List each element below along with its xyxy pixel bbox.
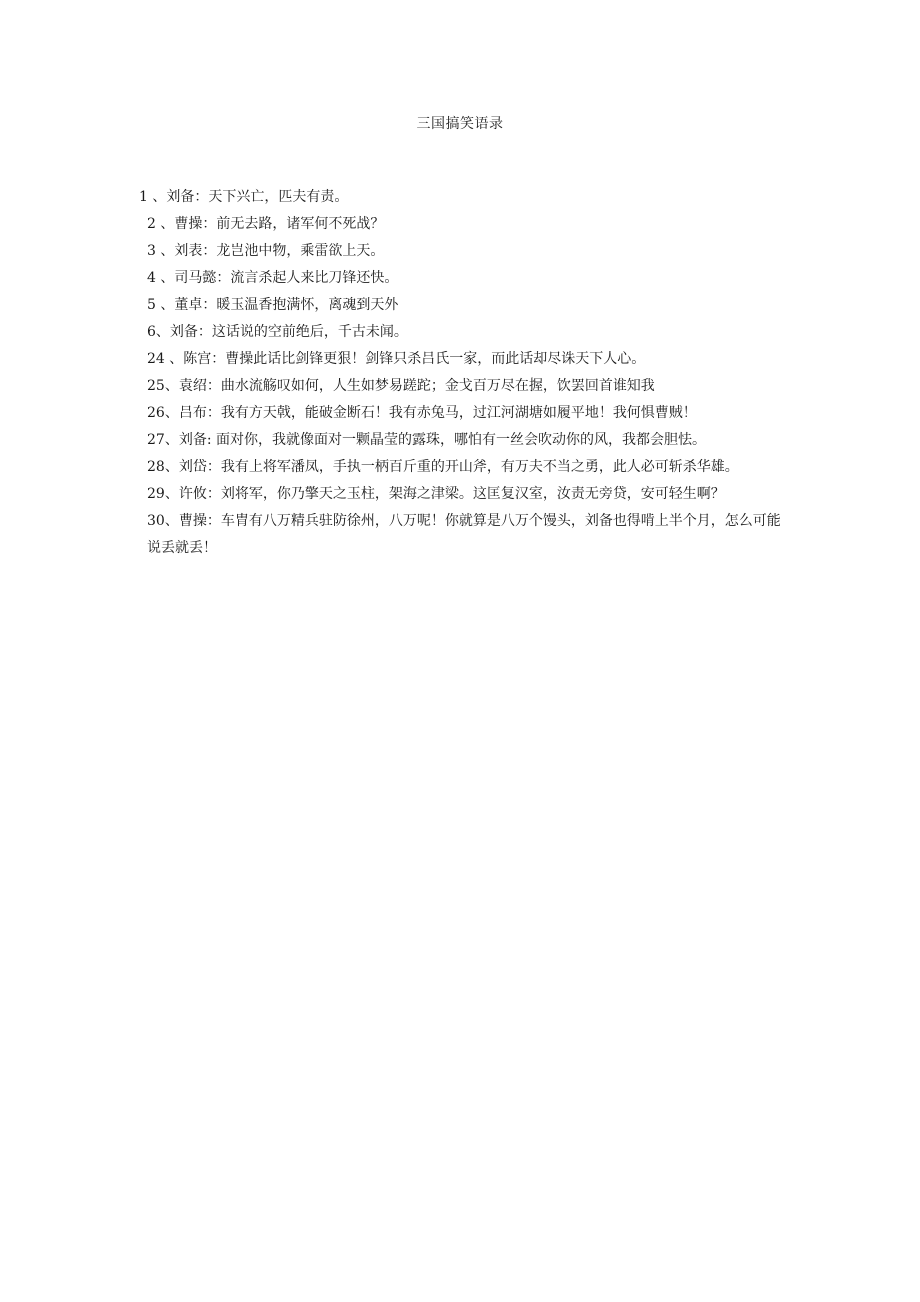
quote-item: 24 、陈宫：曹操此话比剑锋更狠！剑锋只杀吕氏一家，而此话却尽诛天下人心。: [147, 351, 646, 367]
quote-item: 25、袁绍：曲水流觞叹如何，人生如梦易蹉跎；金戈百万尽在握，饮罢回首谁知我: [147, 378, 655, 394]
quote-item: 6、刘备：这话说的空前绝后，千古未闻。: [147, 324, 408, 340]
quote-item: 1 、刘备：天下兴亡，匹夫有责。: [139, 189, 349, 205]
quote-list: [139, 184, 789, 562]
document-title: 三国搞笑语录: [416, 116, 504, 132]
quote-item: 27、刘备: 面对你，我就像面对一颗晶莹的露珠，哪怕有一丝会吹动你的风，我都会胆怯。: [147, 432, 706, 448]
quote-item: 29、许攸：刘将军，你乃擎天之玉柱，架海之津梁。这匡复汉室，汝责无旁贷，安可轻生啊？: [147, 486, 725, 502]
quote-item: 5 、董卓：暖玉温香抱满怀，离魂到天外: [147, 297, 399, 313]
quote-item: 26、吕布：我有方天戟，能破金断石！我有赤兔马，过江河湖塘如履平地！我何惧曹贼！: [147, 405, 697, 421]
quote-item: 28、刘岱：我有上将军潘凤，手执一柄百斤重的开山斧，有万夫不当之勇，此人必可斩杀华雄。: [147, 459, 739, 475]
quote-item: 30、曹操：车胄有八万精兵驻防徐州，八万呢！你就算是八万个馒头，刘备也得啃上半个月，怎么可能说丢就丢！: [147, 513, 781, 556]
quote-item: 3 、刘表：龙岂池中物，乘雷欲上天。: [147, 243, 385, 259]
quote-item: 2 、曹操：前无去路，诸军何不死战？: [147, 216, 385, 232]
quote-item: 4 、司马懿：流言杀起人来比刀锋还快。: [147, 270, 399, 286]
